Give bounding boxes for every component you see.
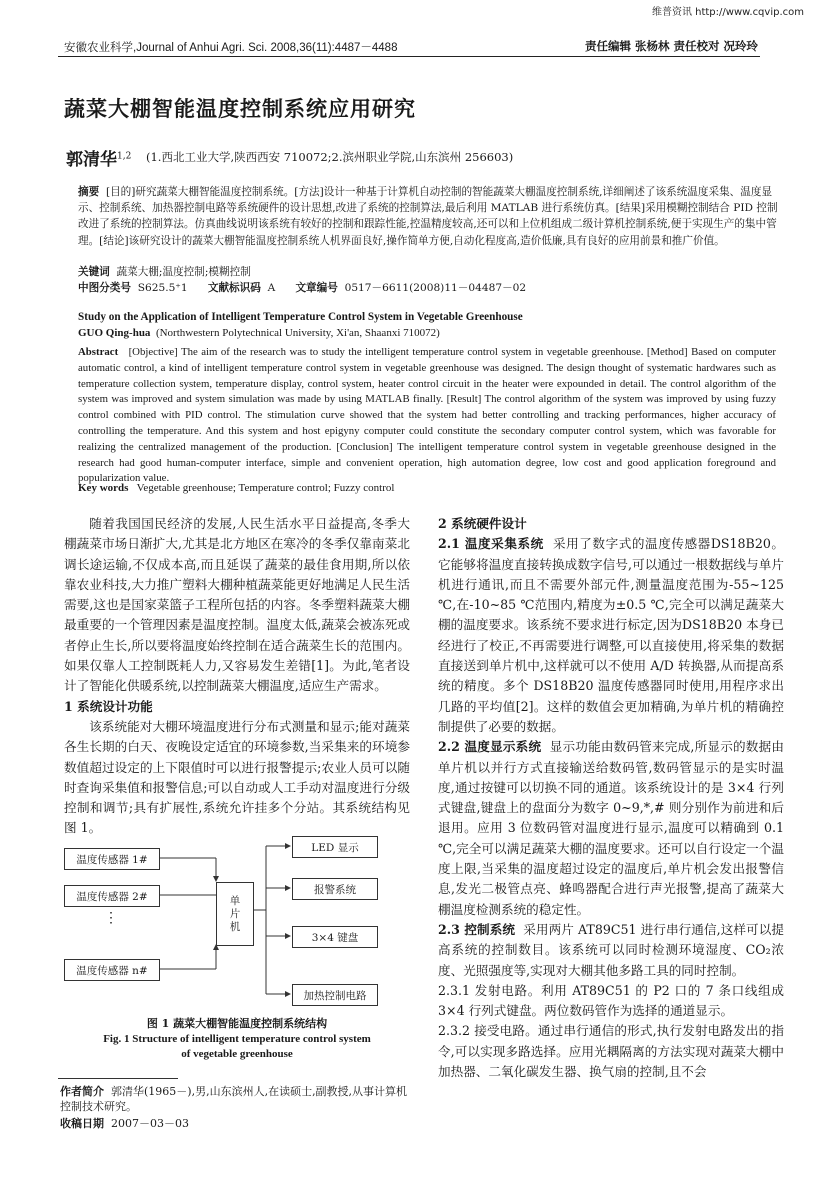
doc-label: 文献标识码 bbox=[207, 282, 261, 294]
led-display-box: LED 显示 bbox=[292, 836, 378, 858]
figure-caption-en-2: of vegetable greenhouse bbox=[181, 1048, 293, 1060]
section-2-3 bbox=[438, 920, 784, 981]
abstract-label: 摘要 bbox=[78, 186, 100, 198]
keywords-text: 蔬菜大棚;温度控制;模糊控制 bbox=[116, 266, 251, 278]
cls-value: S625.5⁺1 bbox=[137, 282, 188, 294]
footnote-rule bbox=[58, 1078, 178, 1079]
author-bio-label: 作者简介 bbox=[60, 1085, 104, 1098]
section-2-1-title: 2.1 温度采集系统 bbox=[438, 536, 544, 552]
keywords-label: 关键词 bbox=[78, 266, 110, 278]
left-column bbox=[64, 514, 410, 839]
section-2-3-1-text: 利用 AT89C51 的 P2 口的 7 条口线组成3×4 行列式键盘。两位数码管作为选择的通道显示。 bbox=[438, 982, 784, 1019]
keywords-cn bbox=[78, 264, 778, 280]
section-2-2-text: 显示功能由数码管来完成,所显示的数据由单片机以并行方式直接输送给数码管,数码管显示的是实时温度,通过按键可以切换不同的通道。该系统设计的是 3×4 行列式键盘,键盘上的盘面分为数字 0~9,*,# 则分别作为前进和后退用。应用 3 位数码管对温度进行显示,温度可以精确到 0.1 ℃,完全可以满足蔬菜大棚的温度要求。还可以自行设定一个温度上限,当采集的温度超过设定的温度后,单片机会发出报警信息,发光二极管点亮、蜂鸣器配合进行声光报警,提高了蔬菜大棚温度检测系统的稳定性。 bbox=[438, 739, 784, 917]
section-2-heading: 2 系统硬件设计 bbox=[438, 516, 527, 531]
english-keywords bbox=[78, 482, 394, 494]
sensor-1-box: 温度传感器 1# bbox=[64, 848, 160, 870]
intro-paragraph: 随着我国国民经济的发展,人民生活水平日益提高,冬季大棚蔬菜市场日渐扩大,尤其是北方地区在寒冷的冬季仅靠南菜北调长途运输,不仅成本高,而且延误了蔬菜的最佳食用期,所以依靠农业科技,大力推广塑料大棚种植蔬菜能更好地满足人民生活需要,这也是国家菜篮子工程所包括的内容。冬季塑料蔬菜大棚最重要的一个管理因素是温度控制。温度太低,蔬菜会被冻死或者停止生长,所以要将温度始终控制在适合蔬菜生长的范围内。如果仅靠人工控制既耗人力,又容易发生差错[1]。为此,笔者设计了智能化供暖系统,以控制蔬菜大棚温度,适应生产需求。 bbox=[64, 516, 410, 694]
author-affiliation: (1.西北工业大学,陕西西安 710072;2.滨州职业学院,山东滨州 256603) bbox=[146, 150, 514, 164]
section-2-1 bbox=[438, 534, 784, 737]
section-1-paragraph: 该系统能对大棚环境温度进行分布式测量和显示;能对蔬菜各生长期的白天、夜晚设定适宜的环境参数,当采集来的环境参数值超过设定的上下限值时可以进行报警提示;农业人员可以随时查询采集值和报警信息;可以自动或人工手动对温度进行分级控制和调节;具有扩展性,系统允许挂多个分站。其系统结构见图 1。 bbox=[64, 718, 410, 836]
figure-caption-cn: 图 1 蔬菜大棚智能温度控制系统结构 bbox=[146, 1017, 328, 1030]
alarm-system-box: 报警系统 bbox=[292, 878, 378, 900]
right-column bbox=[438, 514, 784, 1082]
author-bio bbox=[60, 1084, 410, 1114]
sensor-n-box: 温度传感器 n# bbox=[64, 959, 160, 981]
keypad-box: 3×4 键盘 bbox=[292, 926, 378, 948]
editor-credits: 责任编辑 张杨林 责任校对 况玲玲 bbox=[584, 39, 758, 53]
section-2-3-1-title: 2.3.1 发射电路。 bbox=[438, 982, 542, 998]
doc-value: A bbox=[267, 282, 276, 294]
section-2-3-2 bbox=[438, 1021, 784, 1082]
art-value: 0517－6611(2008)11－04487－02 bbox=[344, 282, 527, 294]
author-sup: 1,2 bbox=[117, 151, 132, 162]
english-affiliation: (Northwestern Polytechnical University, Xi'an, Shaanxi 710072) bbox=[155, 327, 440, 339]
journal-header: 安徽农业科学,Journal of Anhui Agri. Sci. 2008,36(11):4487－4488 bbox=[64, 42, 398, 54]
section-2-3-2-title: 2.3.2 接受电路。 bbox=[438, 1023, 538, 1039]
section-2-2-title: 2.2 温度显示系统 bbox=[438, 739, 542, 755]
abstract-text: [目的]研究蔬菜大棚智能温度控制系统。[方法]设计一种基于计算机自动控制的智能蔬菜大棚温度控制系统,详细阐述了该系统温度采集、温度显示、控制系统、加热器控制电路等系统硬件的设计思想,改进了系统的控制算法,最后利用 MATLAB 进行系统仿真。[结果]采用模糊控制结合 PID 控制改进了系统的控制算法。仿真曲线说明该系统有较好的控制和跟踪性能,控温精度较高,还可以和上位机组成二级计算机控制系统,便于实现生产的集中管理。[结论]该研究设计的蔬菜大棚智能温度控制系统人机界面良好,操作简单方便,自动化程度高,造价低廉,具有良好的应用前景和推广价值。 bbox=[78, 186, 778, 247]
heater-control-box: 加热控制电路 bbox=[292, 984, 378, 1006]
section-2-1-text: 采用了数字式的温度传感器DS18B20。它能够将温度直接转换成数字信号,可以通过一根数据线与单片机进行通讯,而且不需要外部元件,测量温度范围为-55~125 ℃,在-10~85 ℃范围内,精度为±0.5 ℃,完全可以满足蔬菜大棚的温度要求。该系统不要求进行标定,因为DS18B20 本身已经进行了校正,不再需要进行调整,可以直接使用,将采集的数据直接送到单片机中,这样就可以不使用 A/D 转换器,从而提高系统的精度。多个 DS18B20 温度传感器同时使用,用程序求出几路的平均值[2]。这样的数值会更加精确,为单片机的精确控制提供了必要的数据。 bbox=[438, 536, 784, 734]
cls-label: 中图分类号 bbox=[78, 282, 131, 294]
header-rule bbox=[58, 56, 760, 57]
received-date bbox=[60, 1116, 189, 1131]
watermark: 维普资讯 http://www.cqvip.com bbox=[651, 7, 804, 18]
section-2-2 bbox=[438, 737, 784, 920]
figure-1 bbox=[64, 838, 410, 1010]
received-date-value: 2007－03－03 bbox=[111, 1117, 189, 1130]
section-2-3-text: 采用两片 AT89C51 进行串行通信,这样可以提高系统的控制数目。该系统可以同时检测环境湿度、CO₂浓度、光照强度等,实现对大棚其他多路工具的同时控制。 bbox=[438, 921, 784, 978]
english-abstract bbox=[78, 345, 776, 487]
english-title: Study on the Application of Intelligent Temperature Control System in Vegetable Greenhouse bbox=[78, 311, 523, 323]
figure-caption-en-1: Fig. 1 Structure of intelligent temperature control system bbox=[103, 1033, 371, 1045]
section-2-3-title: 2.3 控制系统 bbox=[438, 921, 516, 937]
sensor-2-box: 温度传感器 2# bbox=[64, 885, 160, 907]
section-1-heading: 1 系统设计功能 bbox=[64, 698, 153, 714]
english-author bbox=[78, 327, 440, 339]
section-2-3-1 bbox=[438, 981, 784, 1022]
sensor-ellipsis: ⋮ bbox=[104, 910, 118, 926]
art-label: 文章编号 bbox=[295, 282, 338, 294]
author-text: 郭清华 bbox=[66, 150, 117, 170]
english-author-name: GUO Qing-hua bbox=[78, 327, 151, 339]
received-date-label: 收稿日期 bbox=[60, 1117, 104, 1130]
classification-line bbox=[78, 280, 778, 296]
english-kw-label: Key words bbox=[78, 482, 129, 494]
abstract-cn bbox=[78, 184, 778, 249]
mcu-box: 单 片 机 bbox=[216, 882, 254, 946]
paper-title: 蔬菜大棚智能温度控制系统应用研究 bbox=[64, 97, 416, 121]
english-abstract-text: [Objective] The aim of the research was to study the intelligent temperature control system in vegetable greenhouse. [Method] Based on computer automatic control, a kind of intelligent temperature control system in vegetable greenhouse was designed. The design thought of systematic hardwares such as temperature collection system, temperature display, control system, heater control circuit in the heater were expounded in detail. The control algorithm of the system was improved and system simulation was made by using MATLAB finally. [Result] The control algorithm of the system was improved by using fuzzy control combined with PID control. The stimulation curve showed that the system had better controlling and tracking performances, higher accuracy of controlling the temperature. And this system and host epigyny computer could constitute the secondary computer control system, which was favorable for realizing the centralized management of the production. [Conclusion] The intelligent temperature control system in vegetable greenhouse designed in the research had good human-computer interface, simple and convenient operation, high automation degree, low cost and good application foreground and popularization value. bbox=[78, 346, 776, 485]
author-name bbox=[66, 145, 131, 170]
author-bio-text: 郭清华(1965－),男,山东滨州人,在读硕士,副教授,从事计算机控制技术研究。 bbox=[60, 1085, 408, 1113]
english-kw-text: Vegetable greenhouse; Temperature control; Fuzzy control bbox=[136, 482, 395, 494]
english-abstract-label: Abstract bbox=[78, 346, 119, 358]
section-2-3-2-text: 通过串行通信的形式,执行发射电路发出的指令,可以实现多路选择。应用光耦隔离的方法实现对蔬菜大棚中加热器、二氧化碳发生器、换气扇的控制,且不会 bbox=[438, 1023, 784, 1080]
